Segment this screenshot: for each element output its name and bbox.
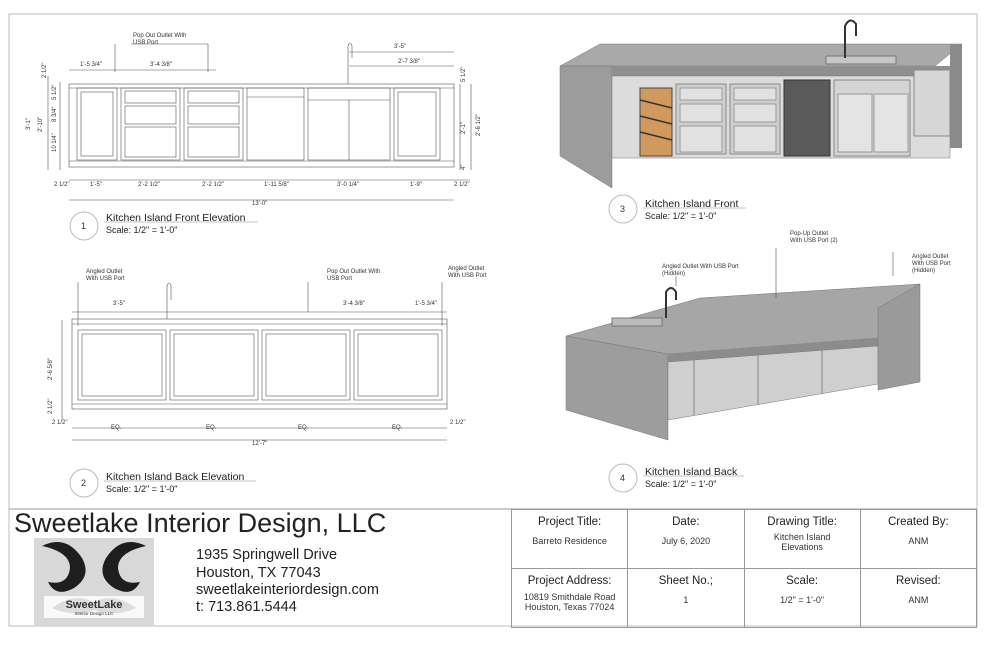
view-number: 3 (620, 204, 626, 214)
front-cabinet-door (394, 88, 440, 160)
dim-label: 1'-5 3/4" (80, 62, 102, 68)
dim-label: 4" (461, 164, 467, 170)
view-title: Kitchen Island Back Elevation (106, 471, 245, 483)
dim-label: 2 1/2" (54, 182, 70, 188)
sink (612, 318, 662, 326)
firm-city: Houston, TX 77043 (196, 565, 321, 581)
project-title: Barreto Residence (532, 536, 607, 546)
front-dishwasher (247, 88, 304, 160)
note-line: Angled Outlet (86, 269, 123, 275)
field-label: Revised: (896, 575, 941, 587)
dim-label: 2 1/2" (42, 62, 48, 78)
sheet-no-cell (628, 569, 744, 628)
front-annotations (26, 33, 482, 207)
view-scale: Scale: 1/2" = 1'-0" (645, 211, 717, 221)
field-label: Sheet No.; (658, 575, 714, 587)
company-logo (34, 538, 154, 626)
field-label: Scale: (786, 575, 819, 587)
created-by-cell (860, 510, 976, 569)
note-line: Angled Outlet (912, 254, 949, 260)
drawing-title-line: Kitchen Island (773, 532, 831, 542)
back-annotations (48, 266, 487, 447)
view-number: 4 (620, 473, 626, 483)
drawing-title-cell (744, 510, 860, 569)
sheet-no-value: 1 (683, 595, 689, 605)
dim-label: 13'-0" (252, 201, 268, 207)
dim-label: 3'-4 3/8" (150, 62, 172, 68)
revised-cell (860, 569, 976, 628)
field-label: Project Title: (537, 516, 602, 528)
back-panel (78, 330, 166, 400)
view-number: 1 (81, 221, 87, 231)
dim-label: 2 1/2" (454, 182, 470, 188)
dim-label: 2 1/2" (450, 420, 466, 426)
firm-website[interactable]: sweetlakeinteriordesign.com (196, 582, 379, 598)
field-label: Drawing Title: (767, 516, 837, 528)
back-panel (354, 330, 442, 400)
dishwasher (784, 80, 830, 156)
dim-label: 3'-4 3/8" (343, 301, 365, 307)
firm-name: Sweetlake Interior Design, LLC (14, 508, 387, 538)
firm-phone: t: 713.861.5444 (196, 599, 297, 615)
note-line: Angled Outlet (448, 266, 485, 272)
dim-label: 3'-5" (113, 301, 125, 307)
front-perspective-render (560, 20, 962, 188)
wine-rack (640, 88, 672, 156)
note-line: (Hidden) (912, 268, 936, 274)
date-value: July 6, 2020 (661, 536, 711, 546)
view-title: Kitchen Island Front (645, 198, 739, 210)
dim-label: 1'-5" (90, 182, 102, 188)
note-line: With USB Port (448, 273, 487, 279)
note-line: With USB Port (2) (790, 238, 838, 244)
dim-label: 2'-2 1/2" (202, 182, 224, 188)
view-scale: Scale: 1/2" = 1'-0" (106, 484, 178, 494)
front-cabinet-door (77, 88, 117, 160)
dim-label: 1'-9" (410, 182, 422, 188)
view-title: Kitchen Island Front Elevation (106, 212, 246, 224)
revised-value: ANM (908, 595, 929, 605)
note-line: With USB Port (912, 261, 951, 267)
waterfall-end (560, 66, 612, 188)
dim-label: 10 1/4" (52, 133, 58, 152)
view-number: 2 (81, 478, 87, 488)
back-perspective-render (566, 248, 920, 440)
dim-label: EQ. (298, 425, 309, 431)
dim-label: 2 1/2" (52, 420, 68, 426)
dim-label: 2'-6 5/8" (48, 358, 54, 380)
back-countertop-outline (72, 319, 447, 409)
dim-label: 5 1/2" (461, 66, 467, 82)
field-label: Created By: (888, 516, 949, 528)
note-line: Pop Out Outlet With (133, 33, 187, 39)
front-elevation (48, 43, 471, 200)
note-line: Pop-Up Outlet (790, 231, 829, 237)
back-panel (170, 330, 258, 400)
dim-label: 2'-10" (38, 116, 44, 132)
dim-label: 2 1/2" (48, 398, 54, 414)
note-line: Angled Outlet With USB Port (662, 264, 739, 270)
note-line: Pop Out Outlet With (327, 269, 381, 275)
sink (826, 56, 896, 64)
dim-label: 5 1/2" (52, 84, 58, 100)
dim-label: 3'-0 1/4" (337, 182, 359, 188)
dim-label: 3'-1" (26, 118, 32, 130)
note-line: USB Port (133, 40, 159, 46)
logo-subline: Interior Design LLC (74, 611, 114, 616)
firm-street: 1935 Springwell Drive (196, 547, 338, 563)
dim-label: 12'-7" (252, 441, 268, 447)
back-perspective-annotations (662, 231, 951, 277)
address-line: Houston, Texas 77024 (524, 602, 615, 612)
view-scale: Scale: 1/2" = 1'-0" (106, 225, 178, 235)
field-label: Project Address: (527, 575, 612, 587)
note-line: (Hidden) (662, 271, 686, 277)
dim-label: 8 3/4" (52, 106, 58, 122)
address-line: 10819 Smithdale Road (523, 592, 616, 602)
dim-label: 2'-1" (461, 122, 467, 134)
project-address-cell (512, 569, 628, 628)
front-countertop-outline (69, 84, 454, 167)
dim-label: 2'-6 1/2" (476, 114, 482, 136)
title-block (511, 509, 977, 628)
dim-label: 2'-2 1/2" (138, 182, 160, 188)
faucet-icon (348, 43, 352, 84)
dim-label: 3'-5" (394, 44, 406, 50)
faucet-icon (167, 283, 171, 319)
view-scale: Scale: 1/2" = 1'-0" (645, 479, 717, 489)
dim-label: 1'-5 3/4" (415, 301, 437, 307)
project-title-cell (512, 510, 628, 569)
scale-cell (744, 569, 860, 628)
view-title: Kitchen Island Back (645, 466, 738, 478)
dim-label: 1'-11 5/8" (264, 182, 289, 188)
date-cell (628, 510, 744, 569)
back-panel (262, 330, 350, 400)
note-line: USB Port (327, 276, 353, 282)
dim-label: EQ. (392, 425, 403, 431)
created-by-value: ANM (908, 536, 929, 546)
note-line: With USB Port (86, 276, 125, 282)
countertop-top (560, 44, 962, 66)
scale-value: 1/2" = 1'-0" (780, 595, 825, 605)
dim-label: EQ. (206, 425, 217, 431)
drawing-title-line: Elevations (781, 542, 823, 552)
dim-label: EQ. (111, 425, 122, 431)
field-label: Date: (672, 516, 700, 528)
logo-wordmark: SweetLake (65, 599, 123, 611)
dim-label: 2'-7 3/8" (398, 59, 420, 65)
waterfall-end (566, 336, 668, 440)
